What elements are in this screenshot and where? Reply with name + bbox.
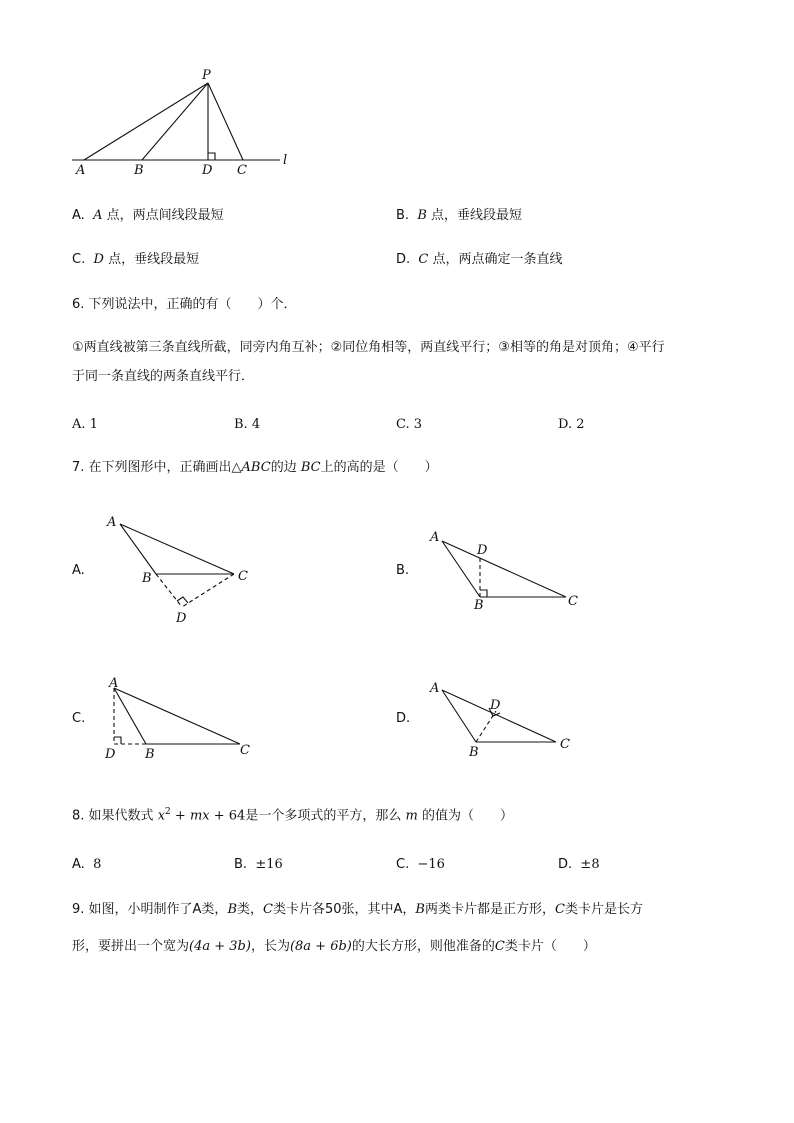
- q8-option-a[interactable]: [72, 858, 101, 871]
- q9-line-2: [72, 940, 596, 953]
- q6-option-b[interactable]: B. 4: [234, 417, 261, 432]
- label-B: B: [474, 598, 484, 613]
- q8-option-c[interactable]: [396, 858, 445, 871]
- triangle-name: ABC: [241, 460, 271, 475]
- option-letter: A.: [72, 208, 85, 223]
- label-B: B: [469, 745, 479, 760]
- label-C: C: [560, 737, 570, 752]
- option-letter: D.: [396, 252, 411, 267]
- option-value: 8: [93, 857, 102, 872]
- label-l: l: [283, 153, 288, 168]
- q6-option-a[interactable]: A. 1: [72, 417, 98, 432]
- option-text: 点，垂线段最短: [108, 252, 200, 267]
- side-name: BC: [300, 460, 321, 475]
- option-letter: C.: [396, 857, 410, 872]
- q8-stem-text: 8. 如果代数式: [72, 808, 154, 824]
- option-text: 点，两点间线段最短: [106, 208, 224, 223]
- label-C: C: [240, 743, 250, 758]
- label-B: B: [145, 747, 155, 762]
- q6-statement-line-1: ①两直线被第三条直线所截，同旁内角互补；②同位角相等，两直线平行；③相等的角是对顶角；④平行: [72, 340, 665, 355]
- q7-option-b-letter[interactable]: B.: [396, 563, 410, 578]
- point-name: A: [93, 208, 103, 223]
- label-D: D: [105, 747, 116, 762]
- q9-text: 两类卡片都是正方形，: [424, 902, 555, 917]
- option-value: −16: [417, 857, 445, 872]
- option-text: 点，垂线段最短: [431, 208, 523, 223]
- label-A: A: [430, 530, 440, 545]
- q6-stem: 6. 下列说法中，正确的有（ ）个．: [72, 297, 297, 312]
- q9-length-expr: (8a + 6b): [289, 939, 352, 954]
- q9-var: C: [494, 939, 505, 954]
- q9-text: 形，要拼出一个宽为: [72, 939, 190, 954]
- q9-text: 的大长方形，则他准备的: [351, 939, 495, 954]
- option-letter: C.: [72, 252, 86, 267]
- q9-line-1: [72, 903, 643, 916]
- q6-option-c[interactable]: C. 3: [396, 417, 423, 432]
- label-A: A: [109, 676, 119, 691]
- q6-statement-line-2: 于同一条直线的两条直线平行．: [72, 369, 255, 384]
- q9-width-expr: (4a + 3b): [189, 939, 251, 954]
- label-A: A: [430, 681, 440, 696]
- const-term: + 64: [209, 808, 246, 824]
- q7-stem-text-2: 的边: [270, 460, 297, 475]
- q7-stem-text: 7. 在下列图形中，正确画出△: [72, 460, 242, 475]
- option-letter: B.: [234, 857, 248, 872]
- q8-stem-text-3: 的值为（ ）: [421, 808, 513, 824]
- point-name: D: [93, 252, 104, 267]
- label-D: D: [176, 611, 187, 626]
- q9-text: 9. 如图，小明制作了A类，: [72, 902, 228, 917]
- label-D: D: [490, 698, 501, 713]
- option-value: ±8: [580, 857, 600, 872]
- label-D: D: [477, 543, 488, 558]
- q9-text: 类，: [237, 902, 264, 917]
- q9-text: 类卡片各50张，其中A，: [272, 902, 416, 917]
- q9-var: B: [227, 902, 237, 917]
- q8-option-b[interactable]: [234, 858, 283, 871]
- term-mx: mx: [189, 808, 210, 824]
- label-C: C: [238, 569, 248, 584]
- q9-text: ，长为: [250, 939, 290, 954]
- exponent: 2: [165, 807, 171, 817]
- label-P: P: [202, 68, 211, 83]
- option-value: ±16: [255, 857, 283, 872]
- label-B: B: [142, 571, 152, 586]
- label-C: C: [237, 163, 247, 178]
- q9-var: C: [263, 902, 273, 917]
- label-A: A: [76, 163, 86, 178]
- var-m: m: [405, 808, 418, 824]
- q8-stem-text-2: 是一个多项式的平方，那么: [245, 808, 402, 824]
- label-D: D: [202, 163, 213, 178]
- q9-text: 类卡片是长方: [564, 902, 643, 917]
- q9-text: 类卡片（ ）: [504, 939, 596, 954]
- var-x: x: [157, 808, 166, 824]
- option-letter: A.: [72, 857, 85, 872]
- plus: +: [170, 808, 190, 824]
- q9-var: C: [554, 902, 565, 917]
- option-letter: B.: [396, 208, 410, 223]
- q9-var: B: [415, 902, 425, 917]
- point-name: C: [418, 252, 429, 267]
- q7-option-a-letter[interactable]: A.: [72, 563, 85, 578]
- label-B: B: [134, 163, 144, 178]
- option-text: 点，两点确定一条直线: [432, 252, 563, 267]
- q8-stem: [72, 808, 513, 822]
- q7-option-d-letter[interactable]: D.: [396, 711, 411, 726]
- q8-option-d[interactable]: [558, 858, 600, 871]
- q7-option-c-letter[interactable]: C.: [72, 711, 86, 726]
- q7-stem-text-3: 上的高的是（ ）: [320, 460, 438, 475]
- point-name: B: [417, 208, 427, 223]
- q6-option-d[interactable]: D. 2: [558, 417, 585, 432]
- label-C: C: [568, 594, 578, 609]
- option-letter: D.: [558, 857, 573, 872]
- label-A: A: [107, 515, 117, 530]
